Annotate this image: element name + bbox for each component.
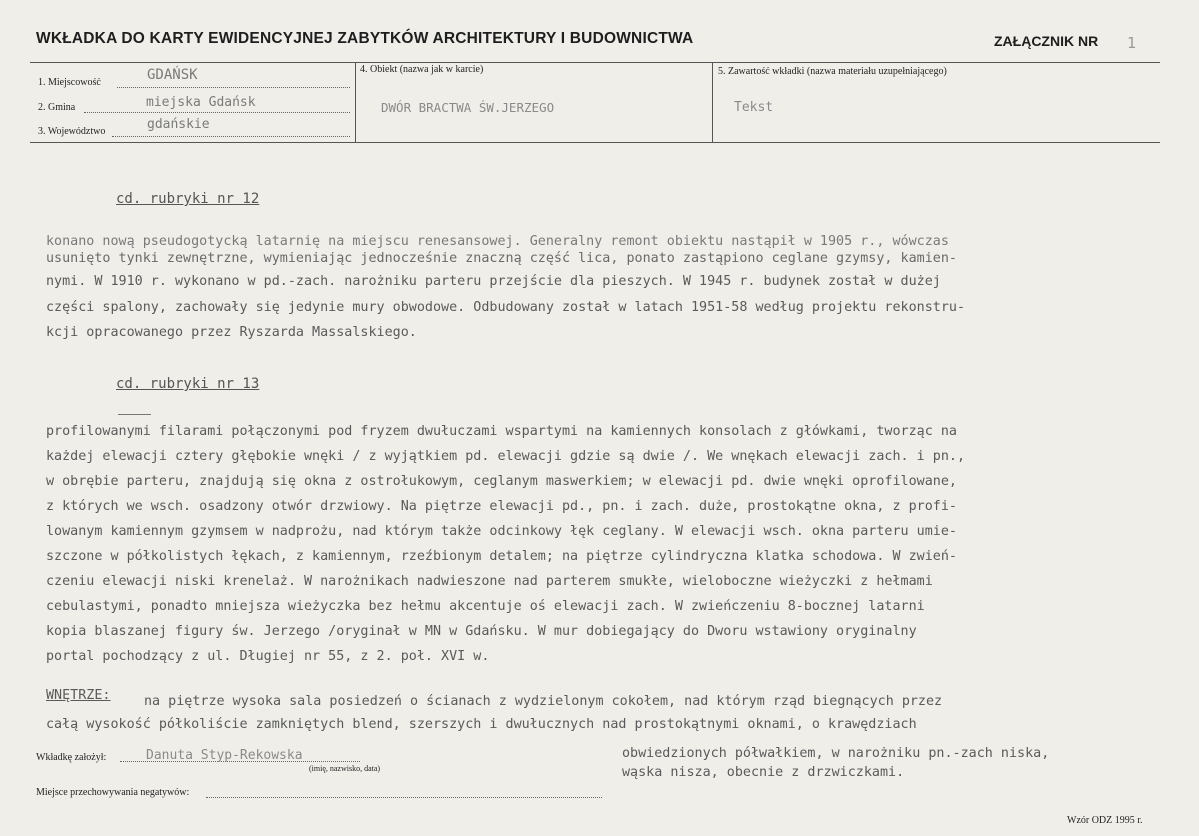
heading-rubryka-12: cd. rubryki nr 12 [116,191,260,207]
text-line: nymi. W 1910 r. wykonano w pd.-zach. narożniku parteru przejście dla pieszych. W 1945 r. budynek został w dużej [46,274,941,289]
wojewodztwo-dots [112,136,350,137]
annex-number: 1 [1127,34,1137,52]
annex-label: ZAŁĄCZNIK NR [994,33,1099,49]
negatywy-label: Miejsce przechowywania negatywów: [36,787,190,798]
box-divider-2 [712,62,713,143]
form-version: Wzór ODZ 1995 r. [1067,815,1143,826]
miejscowosc-value: GDAŃSK [147,67,198,83]
underline-mark [118,414,151,415]
gmina-label: 2. Gmina [38,102,76,113]
text-line: na piętrze wysoka sala posiedzeń o ścianach z wydzielonym cokołem, nad którym rząd biegnących przez [144,694,943,709]
text-line: cebulastymi, ponadto mniejsza wieżyczka bez hełmu akcentuje oś elewacji zach. W zwieńczeniu 8-bocznej latarni [46,599,925,614]
text-line: kcji opracowanego przez Ryszarda Massalskiego. [46,325,417,340]
text-line: konano nową pseudogotycką latarnię na miejscu renesansowej. Generalny remont obiektu nastąpił w 1905 r., wówczas [46,234,949,249]
miejscowosc-dots [117,87,350,88]
box-divider-1 [355,62,356,143]
box-top-border [30,62,1160,63]
text-line: szczone w półkolistych łękach, z kamiennym, rzeźbionym detalem; na piętrze cylindryczna klatka schodowa. W zwień- [46,549,957,564]
zawartosc-value: Tekst [734,100,774,115]
gmina-value: miejska Gdańsk [146,95,256,110]
text-line: lowanym kamiennym gzymsem w nadprożu, nad którym także odcinkowy łęk ceglany. W elewacji wsch. okna parteru umie- [46,524,957,539]
text-line: z których we wsch. osadzony otwór drzwiowy. Na piętrze elewacji pd., pn. i zach. duże, prostokątne okna, z profi- [46,499,957,514]
form-title: WKŁADKA DO KARTY EWIDENCYJNEJ ZABYTKÓW ARCHITEKTURY I BUDOWNICTWA [36,30,694,47]
text-line: portal pochodzący z ul. Długiej nr 55, z 2. poł. XVI w. [46,649,490,664]
zawartosc-label: 5. Zawartość wkładki (nazwa materiału uzupełniającego) [718,66,947,77]
wojewodztwo-label: 3. Województwo [38,126,106,137]
text-line: wąska nisza, obecnie z drzwiczkami. [622,765,905,780]
wnetrze-label: WNĘTRZE: [46,688,111,703]
wojewodztwo-value: gdańskie [147,117,210,132]
text-line: w obrębie parteru, znajdują się okna z ostrołukowym, ceglanym maswerkiem; w elewacji pd. dwie wnęki oprofilowane, [46,474,957,489]
text-line: profilowanymi filarami połączonymi pod fryzem dwułuczami wspartymi na kamiennych konsolach z główkami, tworząc na [46,424,957,439]
text-line: czeniu elewacji niski krenelaż. W narożnikach nadwieszone nad parterem smukłe, wieloboczne wieżyczki z hełmami [46,574,933,589]
text-line: obwiedzionych półwałkiem, w narożniku pn.-zach niska, [622,746,1050,761]
text-line: każdej elewacji cztery głębokie wnęki / z wyjątkiem pd. elewacji gdzie są dwie /. We wnękach elewacji zach. i pn., [46,449,966,464]
zalozyl-value: Danuta Styp-Rekowska [146,748,303,763]
text-line: kopia blaszanej figury św. Jerzego /oryginał w MN w Gdańsku. W mur dobiegający do Dworu wstawiony oryginalny [46,624,917,639]
gmina-dots [84,112,350,113]
zalozyl-label: Wkładkę założył: [36,752,107,763]
obiekt-label: 4. Obiekt (nazwa jak w karcie) [360,64,484,75]
obiekt-value: DWÓR BRACTWA ŚW.JERZEGO [381,100,555,115]
text-line: usunięto tynki zewnętrzne, wymieniając jednocześnie znaczną część lica, ponato zastąpiono ceglane gzymsy, kamien- [46,251,957,266]
negatywy-dots [206,797,602,798]
box-bottom-border [30,142,1160,143]
text-line: części spalony, zachowały się jedynie mury obwodowe. Odbudowany został w latach 1951-58 według projektu rekonstru- [46,300,966,315]
heading-rubryka-13: cd. rubryki nr 13 [116,376,260,392]
zalozyl-hint: (imię, nazwisko, data) [309,764,381,773]
text-line: całą wysokość półkoliście zamkniętych blend, szerszych i dwułucznych nad prostokątnymi oknami, o krawędziach [46,717,917,732]
miejscowosc-label: 1. Miejscowość [38,77,101,88]
